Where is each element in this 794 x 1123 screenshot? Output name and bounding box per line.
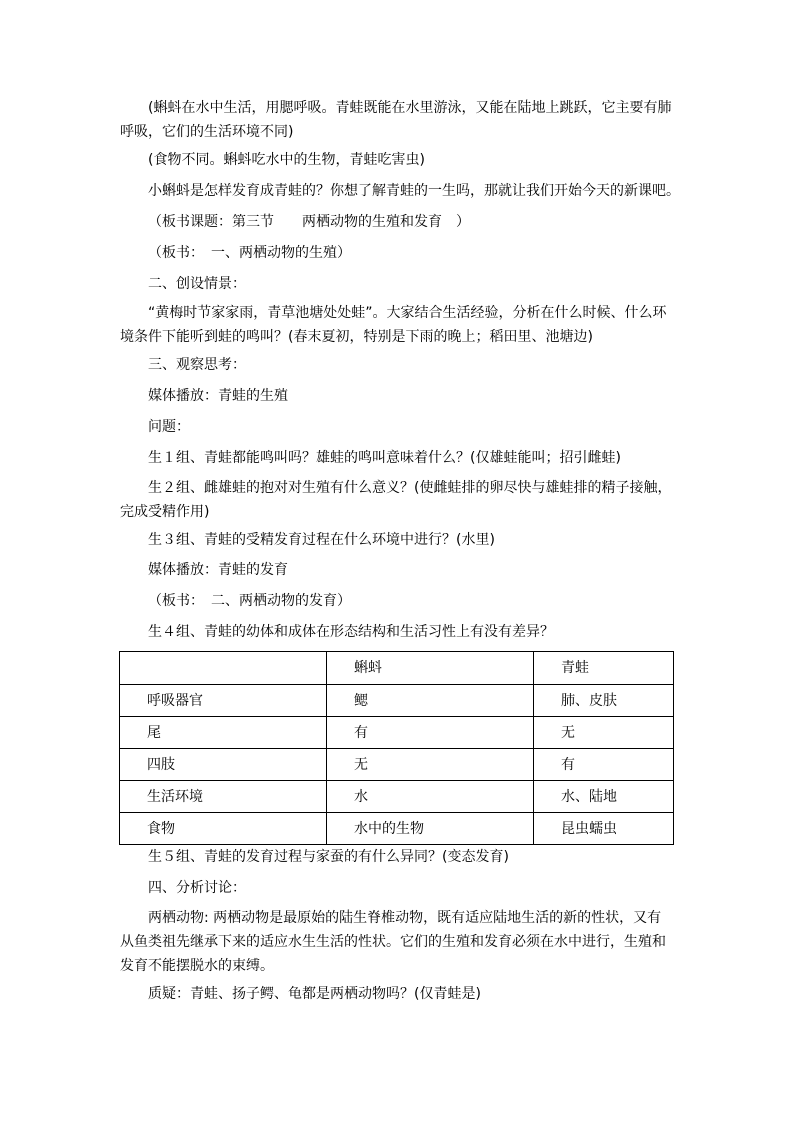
table-cell: 昆虫蠕虫 (534, 813, 674, 845)
paragraph-new-lesson-intro: 小蝌蚪是怎样发育成青蛙的？你想了解青蛙的一生吗，那就让我们开始今天的新课吧。 (148, 183, 680, 199)
table-cell: 生活环境 (120, 781, 327, 813)
table-header-row (120, 652, 674, 685)
table-cell: 肺、皮肤 (534, 685, 674, 717)
table-cell: 水、陆地 (534, 781, 674, 813)
table-cell: 水中的生物 (327, 813, 534, 845)
table-cell: 鳃 (327, 685, 534, 717)
paragraph-board-development: （板书： 二、两栖动物的发育） (148, 593, 351, 609)
paragraph-board-reproduction: （板书： 一、两栖动物的生殖） (148, 245, 351, 261)
heading-create-scenario: 二、创设情景： (148, 276, 246, 292)
table-cell: 尾 (120, 717, 327, 749)
table-row (120, 813, 674, 845)
table-cell: 食物 (120, 813, 327, 845)
paragraph-tadpole-frog-habitat: (蝌蚪在水中生活，用腮呼吸。青蛙既能在水里游泳，又能在陆地上跳跃，它主要有肺呼吸，它们的生活环境不同) (120, 100, 672, 140)
paragraph-group-2: 生２组、雌雄蛙的抱对对生殖有什么意义？(使雌蛙排的卵尽快与雄蛙排的精子接触，完成受精作用) (120, 480, 672, 520)
heading-analysis-discussion: 四、分析讨论： (148, 880, 246, 896)
table-cell: 有 (327, 717, 534, 749)
table-cell: 呼吸器官 (120, 685, 327, 717)
heading-observe-think: 三、观察思考： (148, 357, 246, 373)
table-cell: 有 (534, 749, 674, 781)
paragraph-amphibian-definition: 两栖动物: 两栖动物是最原始的陆生脊椎动物，既有适应陆地生活的新的性状，又有从鱼类祖先继承下来的适应水生生活的性状。它们的生殖和发育必须在水中进行，生殖和发育不能摆脱水的束缚。 (120, 910, 666, 974)
paragraph-poem-question: “黄梅时节家家雨，青草池塘处处蛙”。大家结合生活经验，分析在什么时候、什么环境条件下能听到蛙的鸣叫？(春末夏初，特别是下雨的晚上；稻田里、池塘边) (120, 305, 667, 345)
table-cell: 无 (534, 717, 674, 749)
table-header-cell: 蝌蚪 (327, 652, 534, 685)
table-row (120, 685, 674, 717)
table-cell: 四肢 (120, 749, 327, 781)
table-cell: 无 (327, 749, 534, 781)
comparison-table (119, 651, 674, 845)
paragraph-question-label: 问题： (148, 419, 190, 435)
paragraph-media-reproduction: 媒体播放：青蛙的生殖 (148, 388, 288, 404)
table-cell: 水 (327, 781, 534, 813)
table-header-cell (120, 652, 327, 685)
table-row (120, 717, 674, 749)
paragraph-group-4: 生４组、青蛙的幼体和成体在形态结构和生活习性上有没有差异？ (148, 624, 554, 640)
paragraph-group-1: 生１组、青蛙都能鸣叫吗？雄蛙的鸣叫意味着什么？(仅雄蛙能叫；招引雌蛙) (148, 450, 621, 466)
paragraph-media-development: 媒体播放：青蛙的发育 (148, 562, 288, 578)
paragraph-question-doubt: 质疑：青蛙、扬子鳄、龟都是两栖动物吗？(仅青蛙是) (148, 986, 481, 1002)
paragraph-food-difference: (食物不同。蝌蚪吃水中的生物，青蛙吃害虫) (148, 152, 425, 168)
table-row (120, 781, 674, 813)
paragraph-group-3: 生３组、青蛙的受精发育过程在什么环境中进行？(水里) (148, 532, 495, 548)
table-header-cell: 青蛙 (534, 652, 674, 685)
table-row (120, 749, 674, 781)
paragraph-group-5: 生５组、青蛙的发育过程与家蚕的有什么异同？(变态发育) (148, 849, 509, 865)
paragraph-board-title: （板书课题：第三节 两栖动物的生殖和发育 ） (148, 214, 470, 230)
